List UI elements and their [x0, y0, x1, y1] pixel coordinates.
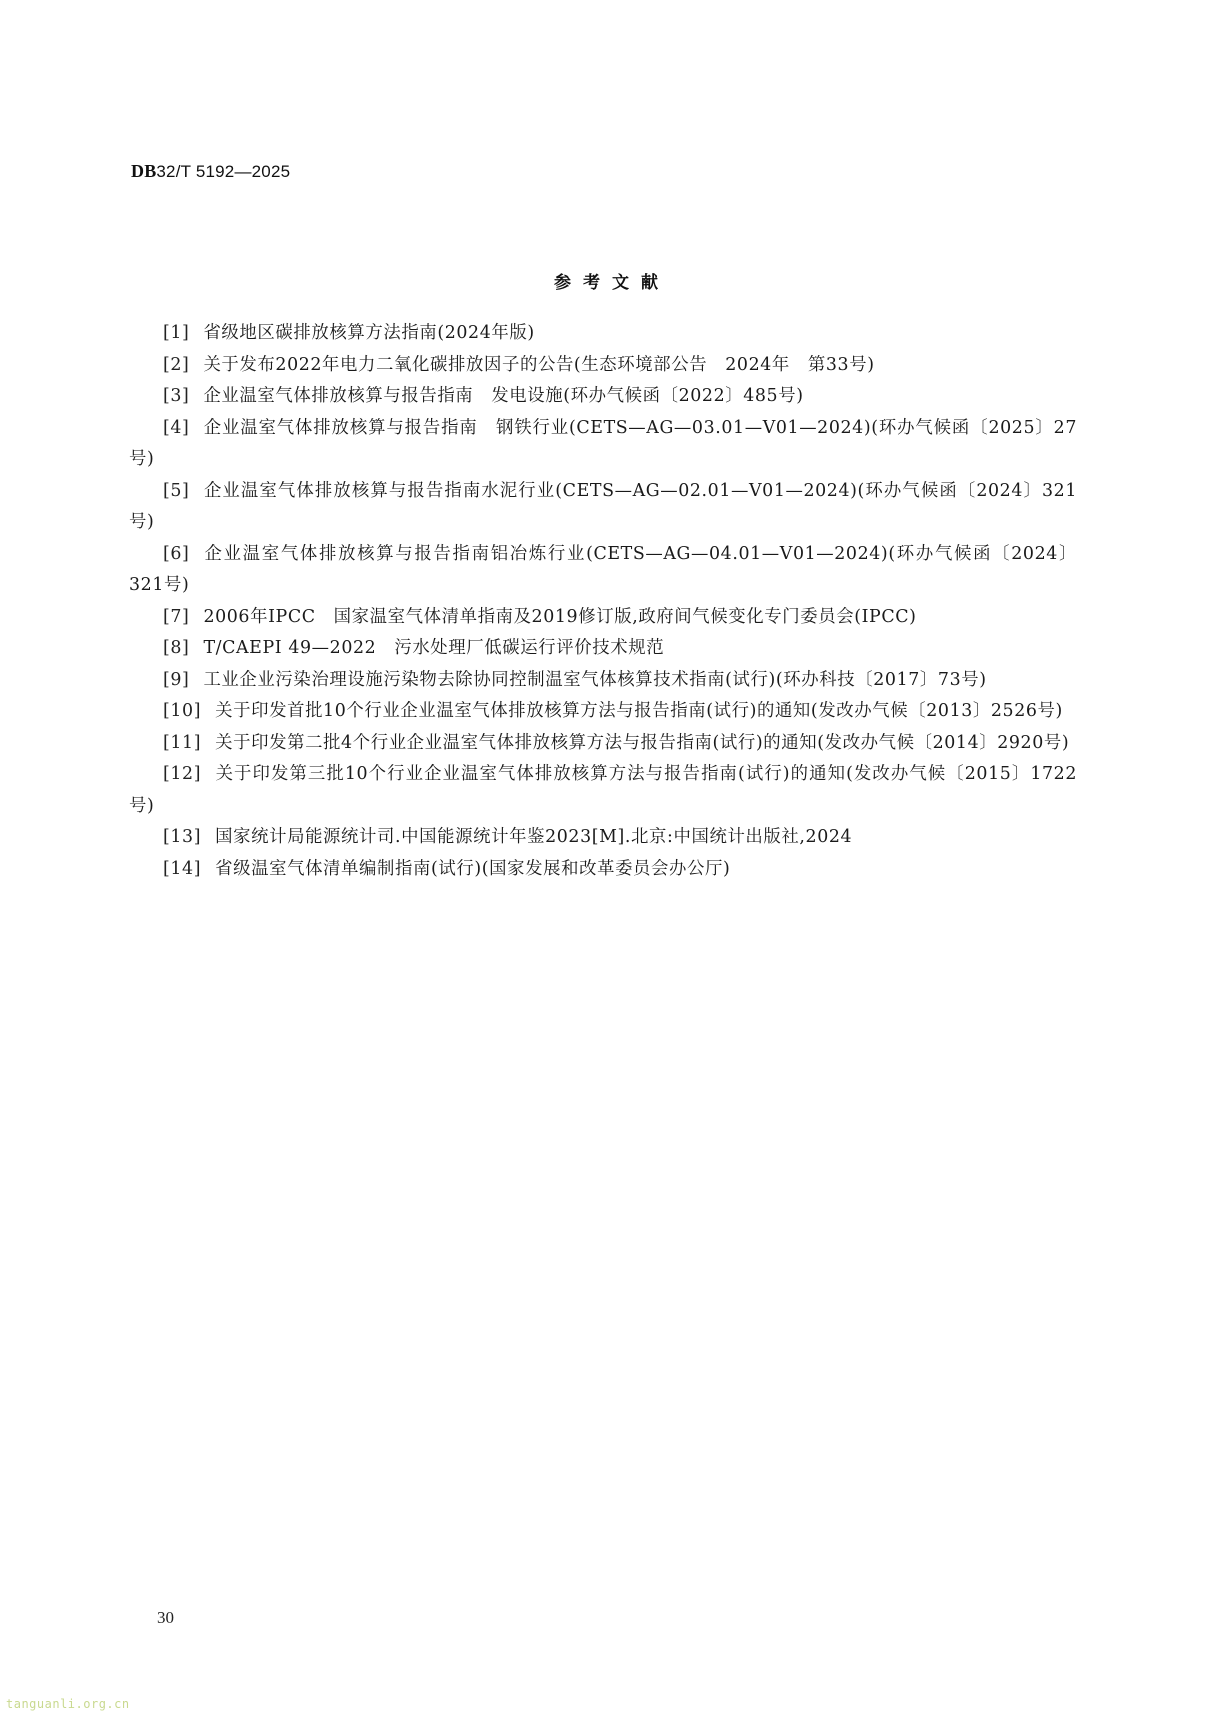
reference-list — [129, 318, 1077, 885]
reference-number: [5] — [163, 480, 190, 501]
document-code-prefix: DB — [131, 161, 157, 181]
reference-number: [14] — [163, 858, 202, 879]
reference-text: 关于发布2022年电力二氧化碳排放因子的公告(生态环境部公告 2024年 第33号) — [203, 354, 875, 375]
reference-item — [129, 633, 1077, 665]
reference-number: [11] — [163, 732, 202, 753]
reference-item — [129, 728, 1077, 760]
reference-item — [129, 602, 1077, 634]
reference-item — [129, 759, 1077, 822]
reference-number: [9] — [163, 669, 190, 690]
reference-number: [8] — [163, 638, 190, 658]
reference-text: 工业企业污染治理设施污染物去除协同控制温室气体核算技术指南(试行)(环办科技〔2017〕73号) — [203, 669, 987, 690]
document-code-number: 32/T 5192—2025 — [156, 162, 291, 181]
reference-item — [129, 854, 1077, 886]
reference-number: [12] — [163, 764, 202, 784]
section-title: 参考文献 — [554, 273, 670, 293]
reference-item — [129, 318, 1077, 350]
reference-item — [129, 539, 1077, 602]
reference-text: 国家统计局能源统计司.中国能源统计年鉴2023[M].北京:中国统计出版社,2024 — [215, 827, 853, 847]
reference-number: [3] — [163, 386, 190, 406]
reference-number: [4] — [163, 417, 190, 438]
reference-number: [6] — [163, 543, 190, 564]
reference-number: [1] — [163, 323, 190, 343]
reference-text: T/CAEPI 49—2022 污水处理厂低碳运行评价技术规范 — [203, 638, 665, 658]
reference-item — [129, 350, 1077, 382]
document-code — [131, 161, 290, 182]
reference-number: [2] — [163, 354, 190, 375]
reference-text: 企业温室气体排放核算与报告指南 发电设施(环办气候函〔2022〕485号) — [203, 386, 804, 406]
reference-text: 企业温室气体排放核算与报告指南 钢铁行业(CETS—AG—03.01—V01—2024)(环办气候函〔2025〕27号) — [129, 417, 1077, 469]
reference-item — [129, 476, 1077, 539]
reference-item — [129, 381, 1077, 413]
reference-text: 省级温室气体清单编制指南(试行)(国家发展和改革委员会办公厅) — [215, 858, 731, 879]
reference-text: 关于印发第三批10个行业企业温室气体排放核算方法与报告指南(试行)的通知(发改办气候〔2015〕1722号) — [129, 764, 1077, 816]
reference-number: [7] — [163, 606, 190, 627]
reference-text: 2006年IPCC 国家温室气体清单指南及2019修订版,政府间气候变化专门委员会(IPCC) — [203, 606, 917, 627]
reference-text: 企业温室气体排放核算与报告指南水泥行业(CETS—AG—02.01—V01—2024)(环办气候函〔2024〕321号) — [129, 480, 1077, 532]
reference-text: 企业温室气体排放核算与报告指南铝冶炼行业(CETS—AG—04.01—V01—2024)(环办气候函〔2024〕321号) — [129, 543, 1077, 595]
site-watermark: tanguanli.org.cn — [6, 1697, 130, 1711]
reference-item — [129, 665, 1077, 697]
reference-item — [129, 413, 1077, 476]
reference-number: [13] — [163, 827, 202, 847]
page-number: 30 — [157, 1608, 174, 1627]
reference-item — [129, 696, 1077, 728]
reference-text: 关于印发第二批4个行业企业温室气体排放核算方法与报告指南(试行)的通知(发改办气候〔2014〕2920号) — [215, 732, 1070, 753]
reference-item — [129, 822, 1077, 854]
reference-text: 关于印发首批10个行业企业温室气体排放核算方法与报告指南(试行)的通知(发改办气候〔2013〕2526号) — [215, 701, 1063, 721]
reference-number: [10] — [163, 701, 202, 721]
reference-text: 省级地区碳排放核算方法指南(2024年版) — [203, 323, 535, 343]
